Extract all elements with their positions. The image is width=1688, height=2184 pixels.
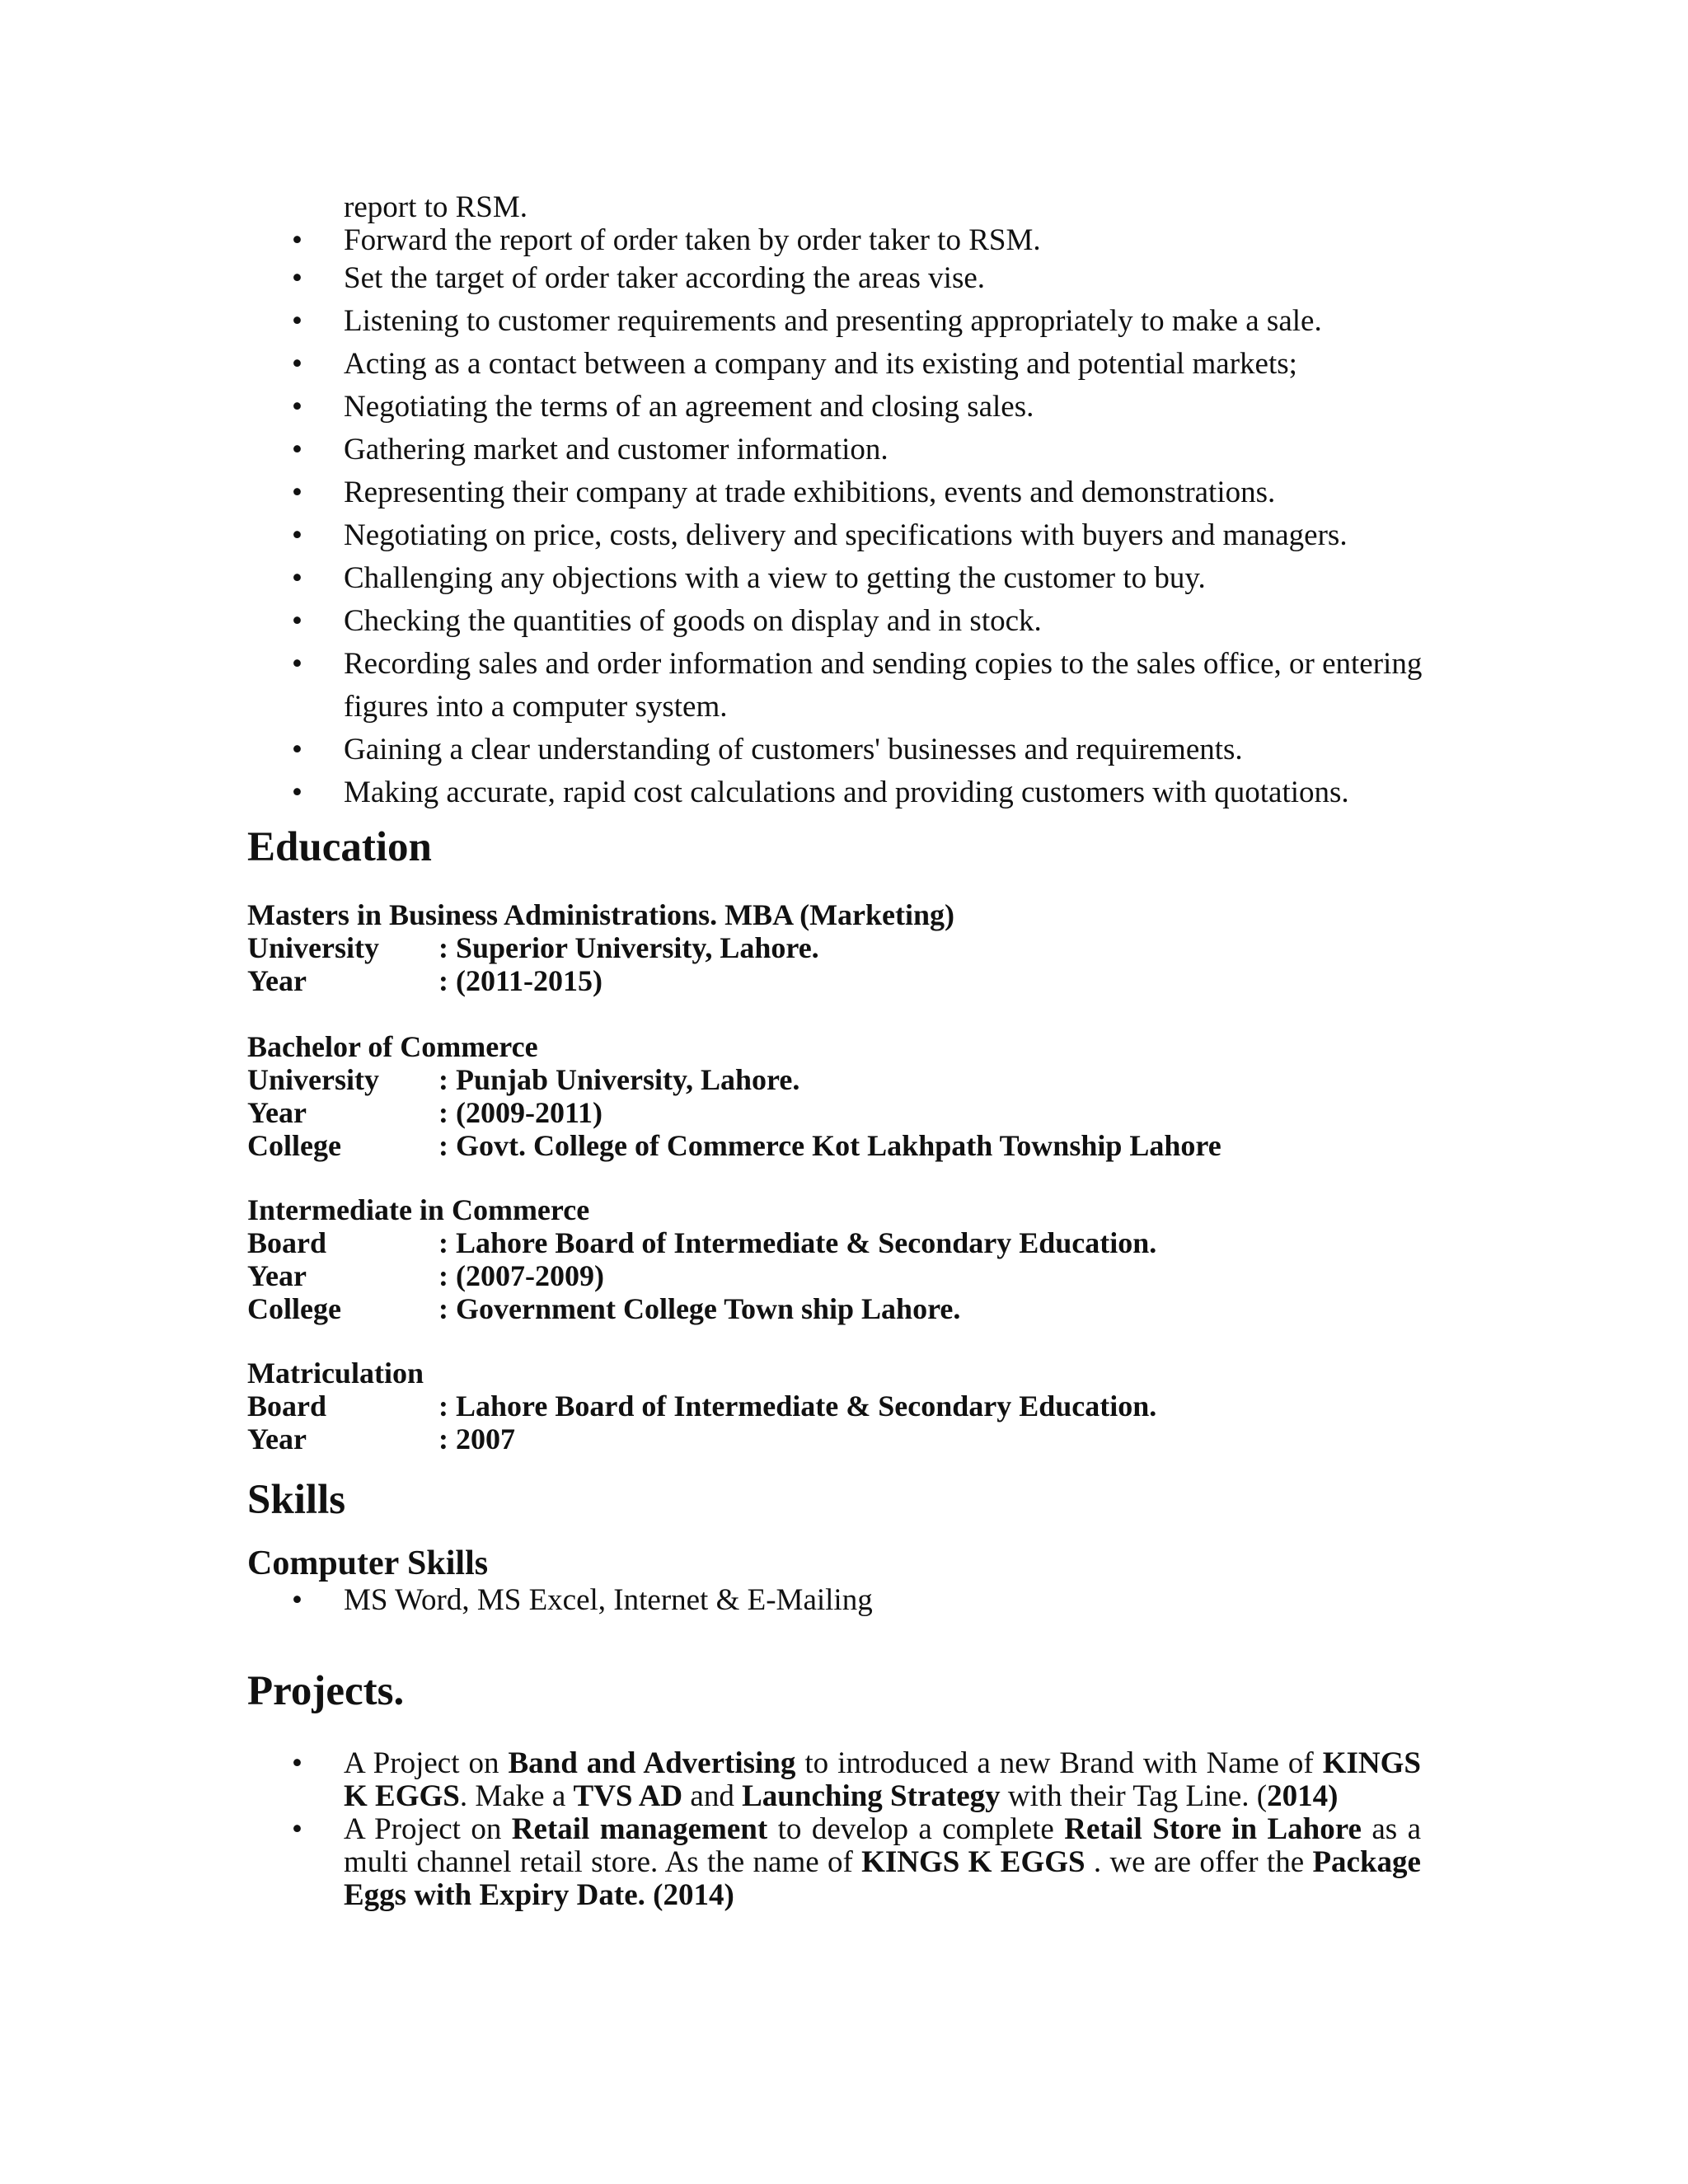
list-item — [247, 771, 1434, 814]
project-text — [344, 1746, 1421, 1813]
list-item — [247, 343, 1434, 386]
project-text-segment: Package Eggs with Expiry Date. (2014) — [344, 1845, 1421, 1912]
project-text-segment: KINGS K EGGS — [861, 1845, 1085, 1879]
list-item — [247, 191, 1434, 224]
edu-value: : Govt. College of Commerce Kot Lakhpath Township Lahore — [438, 1129, 1221, 1162]
edu-value: : Lahore Board of Intermediate & Secondary Education. — [438, 1226, 1157, 1259]
skills-list — [247, 1582, 1434, 1619]
bullet-icon: • — [292, 433, 302, 466]
project-text-segment: . we are offer the — [1085, 1845, 1313, 1879]
bullet-icon: • — [292, 1812, 302, 1846]
skill-text: MS Word, MS Excel, Internet & E-Mailing — [344, 1583, 873, 1617]
list-item — [247, 729, 1434, 771]
edu-row — [247, 1422, 1484, 1455]
responsibility-text: Recording sales and order information and sending copies to the sales office, or entering figures into a computer system. — [344, 647, 1423, 724]
edu-value: : 2007 — [438, 1422, 515, 1455]
edu-row — [247, 1063, 1484, 1096]
bullet-icon: • — [292, 518, 302, 552]
edu-label: Board — [247, 1390, 327, 1422]
project-text-segment: and — [682, 1779, 743, 1813]
edu-value: : (2007-2009) — [438, 1259, 604, 1292]
edu-row — [247, 1129, 1484, 1162]
responsibility-text: Making accurate, rapid cost calculations and providing customers with quotations. — [344, 776, 1349, 809]
edu-row — [247, 1226, 1484, 1259]
list-item — [247, 257, 1434, 300]
edu-label: Year — [247, 964, 307, 997]
bullet-icon: • — [292, 390, 302, 424]
responsibilities-list — [247, 191, 1434, 814]
edu-row — [247, 1259, 1484, 1292]
project-item — [247, 1813, 1421, 1912]
skills-heading: Skills — [247, 1477, 346, 1523]
degree-title: Bachelor of Commerce — [247, 1030, 538, 1063]
project-text-segment: 2014) — [1267, 1779, 1339, 1813]
education-entry-mba — [247, 898, 1484, 997]
bullet-icon: • — [292, 604, 302, 638]
edu-value: : Government College Town ship Lahore. — [438, 1292, 961, 1325]
bullet-icon: • — [292, 476, 302, 509]
responsibility-text: Gaining a clear understanding of customers' businesses and requirements. — [344, 733, 1243, 766]
list-item — [247, 386, 1434, 429]
responsibility-text: Representing their company at trade exhibitions, events and demonstrations. — [344, 476, 1276, 509]
bullet-icon: • — [292, 733, 302, 766]
education-entry-matric — [247, 1357, 1484, 1455]
project-text-segment: to develop a complete — [767, 1812, 1065, 1846]
responsibility-text: Checking the quantities of goods on display and in stock. — [344, 604, 1042, 638]
projects-list — [247, 1747, 1421, 1912]
edu-row — [247, 931, 1484, 964]
edu-label: University — [247, 1063, 379, 1096]
edu-value: : Punjab University, Lahore. — [438, 1063, 800, 1096]
bullet-icon: • — [292, 223, 302, 257]
list-item — [247, 643, 1434, 729]
responsibility-text: Challenging any objections with a view to getting the customer to buy. — [344, 561, 1206, 595]
bullet-icon: • — [292, 261, 302, 295]
list-item — [247, 224, 1434, 257]
bullet-icon: • — [292, 561, 302, 595]
edu-row — [247, 964, 1484, 997]
bullet-icon: • — [292, 1583, 302, 1617]
project-text-segment: as a multi channel retail store. As the name of — [344, 1812, 1422, 1879]
degree-title: Intermediate in Commerce — [247, 1193, 590, 1226]
project-text — [344, 1812, 1421, 1912]
project-text-segment: KINGS K EGGS — [344, 1746, 1421, 1813]
edu-row — [247, 1292, 1484, 1325]
project-text-segment: with their Tag Line. ( — [1000, 1779, 1268, 1813]
edu-row — [247, 1390, 1484, 1422]
project-text-segment: Band and Advertising — [508, 1746, 796, 1780]
project-text-segment: Retail Store in Lahore — [1064, 1812, 1362, 1846]
list-item — [247, 1582, 1434, 1619]
bullet-icon: • — [292, 1746, 302, 1780]
list-item — [247, 300, 1434, 343]
project-text-segment: . Make a — [459, 1779, 574, 1813]
responsibility-text: Listening to customer requirements and presenting appropriately to make a sale. — [344, 304, 1322, 338]
education-heading: Education — [247, 824, 432, 870]
bullet-icon: • — [292, 304, 302, 338]
responsibility-text: report to RSM. — [344, 190, 528, 224]
project-item — [247, 1747, 1421, 1813]
project-text-segment: to introduced a new Brand with Name of — [795, 1746, 1323, 1780]
list-item — [247, 600, 1434, 643]
list-item — [247, 557, 1434, 600]
education-entry-intermediate — [247, 1193, 1484, 1325]
project-text-segment: A Project on — [344, 1812, 512, 1846]
edu-row — [247, 1096, 1484, 1129]
computer-skills-heading: Computer Skills — [247, 1544, 489, 1582]
education-entry-bcom — [247, 1030, 1484, 1162]
project-text-segment: Retail management — [511, 1812, 768, 1846]
edu-value: : (2009-2011) — [438, 1096, 603, 1129]
list-item — [247, 471, 1434, 514]
bullet-icon: • — [292, 776, 302, 809]
project-text-segment: Launching Strategy — [742, 1779, 1001, 1813]
list-item — [247, 514, 1434, 557]
bullet-icon: • — [292, 347, 302, 381]
list-item — [247, 429, 1434, 471]
edu-value: : Lahore Board of Intermediate & Secondary Education. — [438, 1390, 1157, 1422]
edu-label: College — [247, 1129, 341, 1162]
edu-label: College — [247, 1292, 341, 1325]
edu-label: Year — [247, 1422, 307, 1455]
projects-heading: Projects. — [247, 1668, 405, 1714]
bullet-icon: • — [292, 647, 302, 681]
degree-title: Masters in Business Administrations. MBA (Marketing) — [247, 898, 955, 931]
edu-value: : (2011-2015) — [438, 964, 603, 997]
responsibility-text: Negotiating the terms of an agreement and closing sales. — [344, 390, 1034, 424]
degree-title: Matriculation — [247, 1357, 424, 1390]
responsibility-text: Acting as a contact between a company and its existing and potential markets; — [344, 347, 1297, 381]
edu-label: Year — [247, 1096, 307, 1129]
project-text-segment: TVS AD — [573, 1779, 683, 1813]
edu-label: Board — [247, 1226, 327, 1259]
edu-label: Year — [247, 1259, 307, 1292]
edu-label: University — [247, 931, 379, 964]
responsibility-text: Forward the report of order taken by order taker to RSM. — [344, 223, 1041, 257]
responsibility-text: Gathering market and customer information. — [344, 433, 889, 466]
project-text-segment: A Project on — [344, 1746, 509, 1780]
edu-value: : Superior University, Lahore. — [438, 931, 819, 964]
responsibility-text: Set the target of order taker according the areas vise. — [344, 261, 986, 295]
responsibility-text: Negotiating on price, costs, delivery and specifications with buyers and managers. — [344, 518, 1348, 552]
